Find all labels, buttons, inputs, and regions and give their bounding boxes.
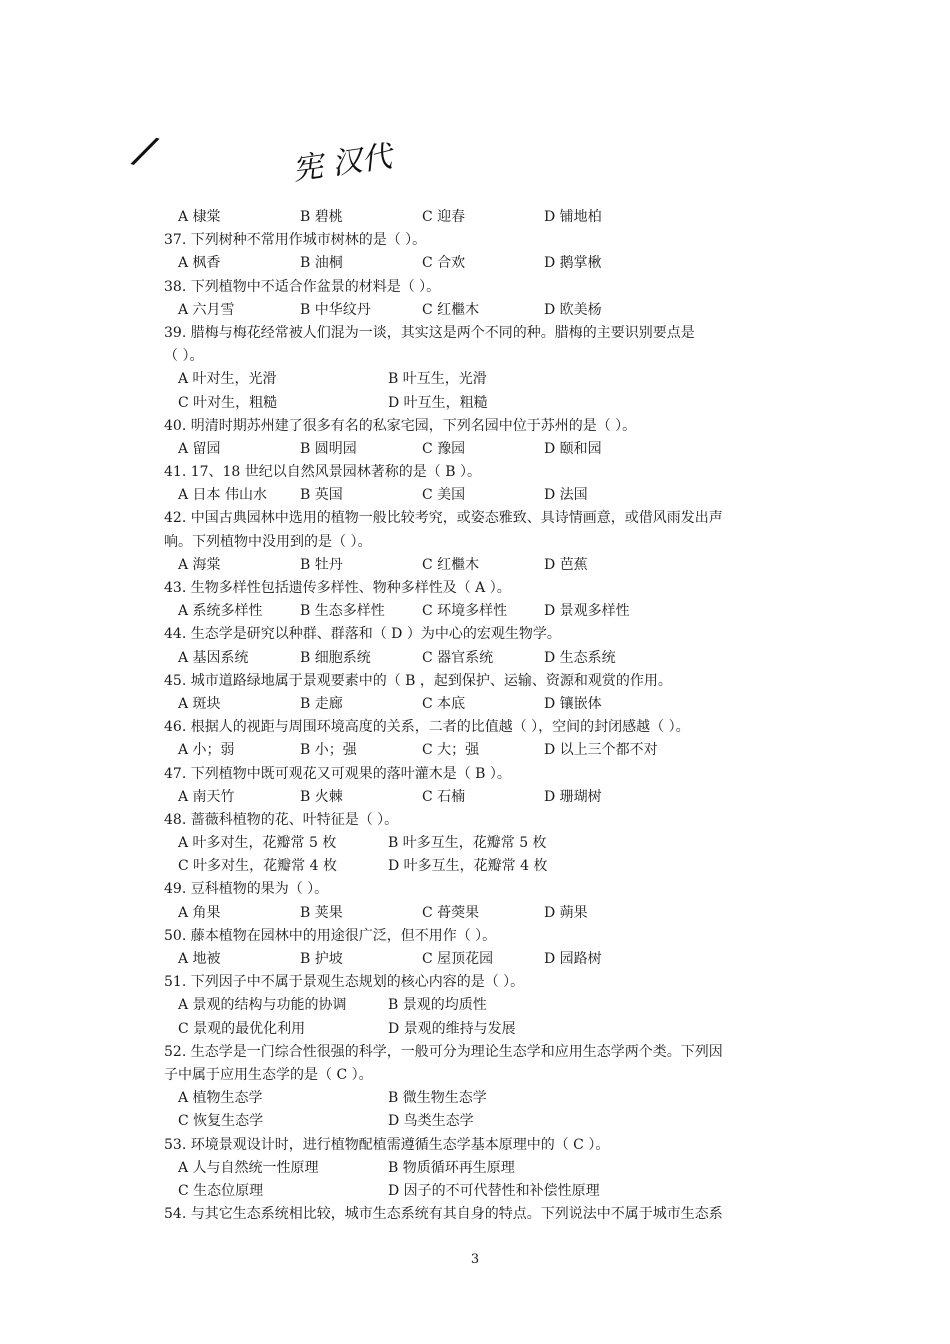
answer-option: A 地被 [178, 951, 221, 967]
answer-option: B 圆明园 [300, 440, 357, 457]
answer-option: A 斑块 [178, 695, 221, 712]
answer-option: A 日本 伟山水 [178, 487, 268, 504]
answer-option: A 海棠 [178, 556, 221, 573]
answer-option: C 红檵木 [422, 301, 480, 318]
answer-option: C 本底 [422, 695, 466, 712]
answer-option: B 牡丹 [300, 556, 343, 573]
answer-option: B 护坡 [300, 951, 343, 967]
answer-options [160, 902, 810, 925]
question-text: 响。下列植物中没用到的是（ ）。 [164, 533, 372, 550]
question-text: 43. 生物多样性包括遗传多样性、物种多样性及（ A ）。 [164, 580, 511, 596]
answer-option: B 生态多样性 [300, 603, 385, 620]
answer-option: D 颐和园 [544, 440, 602, 457]
answer-options [160, 554, 810, 577]
answer-option: B 走廊 [300, 695, 343, 712]
answer-options [160, 1018, 810, 1041]
question-text: 49. 豆科植物的果为（ ）。 [164, 881, 329, 898]
question-text: 38. 下列植物中不适合作盆景的材料是（ ）。 [164, 278, 441, 295]
answer-options [160, 368, 810, 391]
answer-option: A 南天竹 [178, 788, 235, 805]
answer-option: D 生态系统 [544, 649, 616, 666]
answer-option: B 碧桃 [300, 209, 343, 225]
answer-option: C 生态位原理 [178, 1182, 264, 1199]
answer-option: D 景观多样性 [544, 603, 630, 620]
answer-option: D 珊瑚树 [544, 788, 602, 805]
answer-options [160, 252, 810, 275]
question-text: 44. 生态学是研究以种群、群落和（ D ）为中心的宏观生物学。 [164, 626, 561, 643]
answer-options [160, 832, 810, 855]
answer-option: A 植物生态学 [178, 1090, 263, 1107]
answer-option: D 芭蕉 [544, 556, 588, 573]
answer-option: C 合欢 [422, 255, 466, 272]
answer-option: C 环境多样性 [422, 603, 508, 620]
answer-option: C 叶对生，粗糙 [178, 394, 278, 411]
answer-options [160, 1157, 810, 1180]
answer-option: A 六月雪 [178, 301, 235, 318]
answer-options [160, 994, 810, 1017]
handwritten-note: 宪 汉代 [290, 139, 394, 188]
question-text: 41. 17、18 世纪以自然风景园林著称的是（ B ）。 [164, 464, 481, 481]
question-text: 子中属于应用生态学的是（ C ）。 [164, 1066, 373, 1083]
answer-option: D 欧美杨 [544, 301, 602, 318]
answer-option: C 器官系统 [422, 649, 494, 666]
answer-option: D 以上三个都不对 [544, 742, 658, 759]
answer-option: A 基因系统 [178, 649, 249, 666]
answer-options [160, 206, 810, 229]
answer-option: B 英国 [300, 487, 343, 504]
answer-options [160, 600, 810, 623]
question-text: 50. 藤本植物在园林中的用途很广泛，但不用作（ ）。 [164, 927, 497, 944]
question-list [160, 206, 810, 1226]
answer-option: C 美国 [422, 487, 466, 504]
answer-options [160, 693, 810, 716]
answer-option: A 景观的结构与功能的协调 [178, 997, 347, 1014]
answer-options [160, 786, 810, 809]
answer-option: B 景观的均质性 [388, 997, 487, 1014]
answer-option: B 微生物生态学 [388, 1090, 487, 1107]
answer-options [160, 392, 810, 415]
answer-options [160, 739, 810, 762]
handwritten-slash: / [131, 127, 159, 175]
answer-options [160, 1087, 810, 1110]
question-text: 54. 与其它生态系统相比较，城市生态系统有其自身的特点。下列说法中不属于城市生态系 [164, 1206, 723, 1223]
answer-option: A 系统多样性 [178, 603, 263, 620]
answer-option: D 因子的不可代替性和补偿性原理 [388, 1182, 600, 1199]
answer-option: B 叶多互生，花瓣常 5 枚 [388, 835, 547, 852]
question-text: 48. 蔷薇科植物的花、叶特征是（ ）。 [164, 811, 399, 828]
answer-option: C 迎春 [422, 209, 466, 225]
answer-option: D 园路树 [544, 951, 602, 967]
question-text: 51. 下列因子中不属于景观生态规划的核心内容的是（ ）。 [164, 974, 525, 991]
answer-option: A 棣棠 [178, 209, 221, 225]
answer-options [160, 647, 810, 670]
answer-option: D 鸟类生态学 [388, 1113, 474, 1130]
answer-option: A 叶多对生，花瓣常 5 枚 [178, 835, 337, 852]
answer-option: D 法国 [544, 487, 588, 504]
answer-option: D 镶嵌体 [544, 695, 602, 712]
answer-option: D 鹅掌楸 [544, 255, 602, 272]
answer-options [160, 438, 810, 461]
answer-option: B 叶互生，光滑 [388, 371, 487, 388]
answer-option: D 叶互生，粗糙 [388, 394, 488, 411]
answer-option: C 豫园 [422, 440, 466, 457]
answer-option: A 角果 [178, 904, 221, 921]
question-text: 40. 明清时期苏州建了很多有名的私家宅园，下列名园中位于苏州的是（ ）。 [164, 417, 637, 434]
answer-option: A 枫香 [178, 255, 221, 272]
answer-option: B 油桐 [300, 255, 343, 272]
answer-option: A 留园 [178, 440, 221, 457]
answer-option: C 大；强 [422, 742, 480, 759]
answer-option: B 小；强 [300, 742, 357, 759]
answer-option: A 叶对生，光滑 [178, 371, 277, 388]
question-text: （ ）。 [164, 348, 204, 365]
answer-option: C 红檵木 [422, 556, 480, 573]
answer-options [160, 948, 810, 971]
question-text: 39. 腊梅与梅花经常被人们混为一谈，其实这是两个不同的种。腊梅的主要识别要点是 [164, 324, 695, 341]
answer-option: C 石楠 [422, 788, 466, 805]
question-text: 42. 中国古典园林中选用的植物一般比较考究，或姿态雅致、具诗情画意，或借风雨发出声 [164, 510, 723, 527]
answer-options [160, 1180, 810, 1203]
question-text: 46. 根据人的视距与周围环境高度的关系，二者的比值越（ ），空间的封闭感越（ ）。 [164, 719, 690, 736]
answer-options [160, 299, 810, 322]
answer-option: A 小；弱 [178, 742, 235, 759]
answer-option: D 叶多互生，花瓣常 4 枚 [388, 858, 548, 875]
question-text: 53. 环境景观设计时，进行植物配植需遵循生态学基本原理中的（ C ）。 [164, 1136, 610, 1153]
answer-option: B 物质循环再生原理 [388, 1159, 515, 1176]
question-text: 37. 下列树种不常用作城市树林的是（ ）。 [164, 232, 427, 249]
answer-option: C 恢复生态学 [178, 1113, 264, 1130]
answer-option: D 景观的维持与发展 [388, 1020, 516, 1037]
answer-option: C 屋顶花园 [422, 951, 494, 967]
answer-option: A 人与自然统一性原理 [178, 1159, 319, 1176]
answer-option: B 火棘 [300, 788, 343, 805]
answer-option: B 细胞系统 [300, 649, 371, 666]
question-text: 45. 城市道路绿地属于景观要素中的（ B ，起到保护、运输、资源和观赏的作用。 [164, 672, 672, 689]
answer-option: D 铺地柏 [544, 209, 602, 225]
answer-options [160, 1110, 810, 1133]
question-text: 47. 下列植物中既可观花又可观果的落叶灌木是（ B ）。 [164, 765, 511, 782]
answer-options [160, 484, 810, 507]
answer-option: B 荚果 [300, 904, 343, 921]
answer-option: C 蓇葖果 [422, 904, 480, 921]
page-number: 3 [470, 1252, 480, 1267]
answer-option: C 叶多对生，花瓣常 4 枚 [178, 858, 337, 875]
answer-option: B 中华纹丹 [300, 301, 371, 318]
answer-options [160, 855, 810, 878]
answer-option: D 蒴果 [544, 904, 588, 921]
answer-option: C 景观的最优化利用 [178, 1020, 306, 1037]
question-text: 52. 生态学是一门综合性很强的科学，一般可分为理论生态学和应用生态学两个类。下列因 [164, 1043, 723, 1060]
